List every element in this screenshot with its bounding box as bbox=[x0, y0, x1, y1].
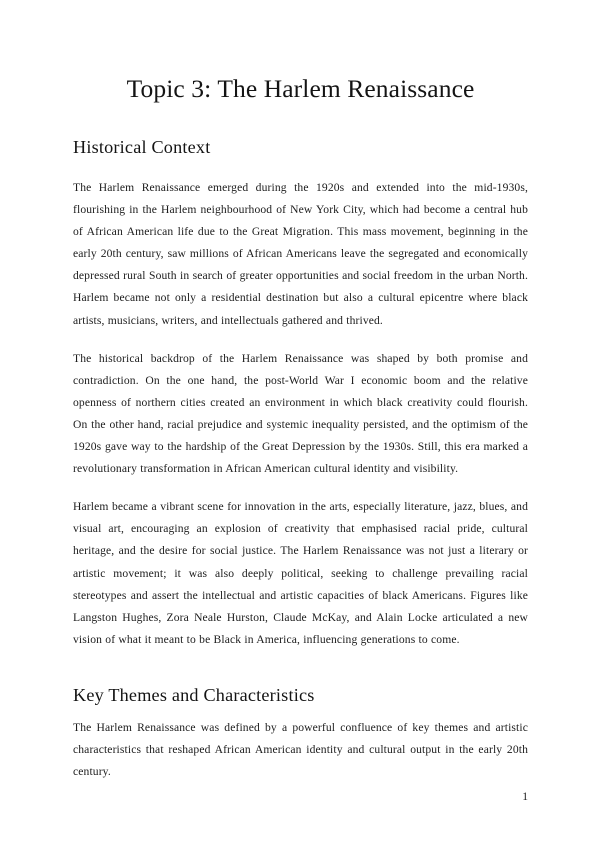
section-heading-key-themes-and-characteristics: Key Themes and Characteristics bbox=[73, 684, 315, 705]
document-content bbox=[73, 0, 528, 783]
paragraph: The Harlem Renaissance was defined by a powerful confluence of key themes and artistic characteristics that reshaped African American identity and cultural output in the early 20th century. bbox=[73, 720, 528, 779]
paragraph: The Harlem Renaissance emerged during the 1920s and extended into the mid-1930s, flourishing in the Harlem neighbourhood of New York City, which had become a central hub of African American life due to the Great Migration. This mass movement, beginning in the early 20th century, saw millions of African Americans leave the segregated and economically depressed rural South in search of greater opportunities and social freedom in the urban North. Harlem became not only a residential destination but also a cultural epicentre where black artists, musicians, writers, and intellectuals gathered and thrived. bbox=[73, 181, 528, 327]
paragraph: Harlem became a vibrant scene for innovation in the arts, especially literature, jazz, blues, and visual art, encouraging an explosion of creativity that emphasised racial pride, cultural heritage, and the desire for social justice. The Harlem Renaissance was not just a literary or artistic movement; it was also deeply political, seeking to challenge prevailing racial stereotypes and assert the intellectual and artistic capacities of black Americans. Figures like Langston Hughes, Zora Neale Hurston, Claude McKay, and Alain Locke articulated a new vision of what it meant to be Black in America, influencing generations to come. bbox=[73, 500, 528, 646]
section-heading-historical-context: Historical Context bbox=[73, 137, 211, 157]
page-title: Topic 3: The Harlem Renaissance bbox=[126, 74, 475, 103]
page-number: 1 bbox=[522, 790, 528, 803]
paragraph: The historical backdrop of the Harlem Renaissance was shaped by both promise and contradiction. On the one hand, the post-World War I economic boom and the relative openness of northern cities created an environment in which black creativity could flourish. On the other hand, racial prejudice and systemic inequality persisted, and the optimism of the 1920s gave way to the hardship of the Great Depression by the 1930s. Still, this era marked a revolutionary transformation in African American cultural identity and visibility. bbox=[73, 351, 528, 476]
